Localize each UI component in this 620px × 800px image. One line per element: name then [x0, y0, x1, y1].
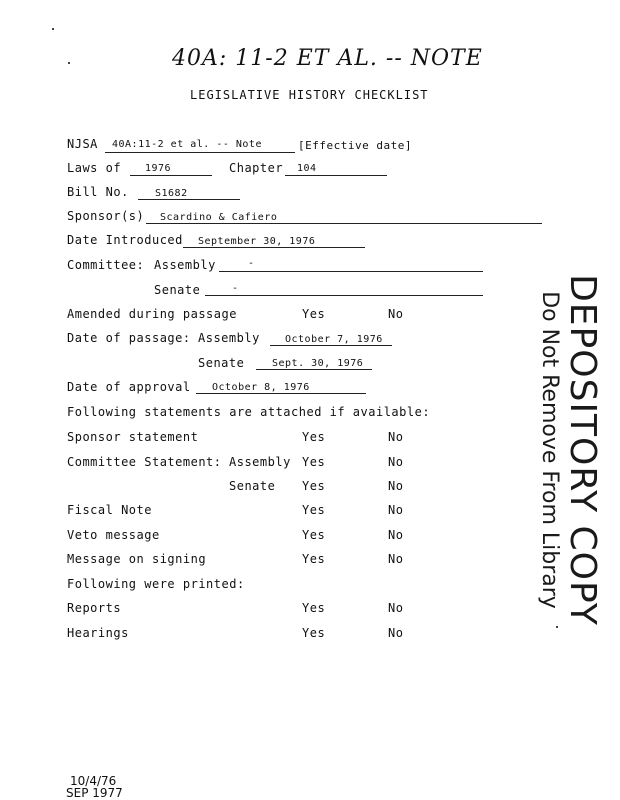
passage-assembly-underline [270, 345, 392, 346]
statement-label-committee: Committee Statement: [67, 455, 222, 469]
committee-label: Committee: [67, 258, 145, 272]
committee-assembly-label: Assembly [154, 258, 216, 272]
chapter-underline [285, 175, 387, 176]
laws-of-label: Laws of [67, 161, 122, 175]
laws-of-underline [130, 175, 212, 176]
statement-yes-committee-assembly: Yes [302, 455, 326, 469]
scan-speck [52, 28, 54, 30]
chapter-value: 104 [297, 163, 317, 174]
statement-sub-assembly: Assembly [229, 455, 291, 469]
statement-label-sponsor: Sponsor statement [67, 430, 199, 444]
page-title: LEGISLATIVE HISTORY CHECKLIST [190, 88, 429, 102]
statement-yes-fiscal: Yes [302, 503, 326, 517]
date-of-passage-label: Date of passage: [67, 331, 191, 345]
scan-speck [556, 626, 558, 628]
footer-received: SEP 1977 [66, 786, 123, 800]
njsa-value: 40A:11-2 et al. -- Note [112, 139, 262, 150]
date-of-approval-underline [196, 393, 366, 394]
date-of-approval-label: Date of approval [67, 380, 191, 394]
handwritten-title: 40A: 11-2 ET AL. -- NOTE [172, 46, 483, 71]
passage-assembly-value: October 7, 1976 [285, 334, 383, 345]
depository-stamp [524, 274, 614, 626]
printed-yes-hearings: Yes [302, 626, 326, 640]
committee-senate-value: - [232, 283, 239, 294]
sponsors-underline [146, 223, 542, 224]
statement-yes-committee-senate: Yes [302, 479, 326, 493]
scan-speck [68, 62, 70, 64]
bill-no-underline [138, 199, 240, 200]
passage-assembly-label: Assembly [198, 331, 260, 345]
committee-senate-underline [205, 295, 483, 296]
amended-no: No [388, 307, 404, 321]
date-introduced-underline [183, 247, 365, 248]
statement-yes-veto: Yes [302, 528, 326, 542]
passage-senate-underline [256, 369, 372, 370]
amended-label: Amended during passage [67, 307, 237, 321]
statement-no-signing: No [388, 552, 404, 566]
statement-no-committee-senate: No [388, 479, 404, 493]
statement-no-veto: No [388, 528, 404, 542]
statement-yes-signing: Yes [302, 552, 326, 566]
statement-label-veto: Veto message [67, 528, 160, 542]
statement-no-fiscal: No [388, 503, 404, 517]
amended-yes: Yes [302, 307, 326, 321]
footer-date: 10/4/76 [70, 774, 117, 788]
statement-no-committee-assembly: No [388, 455, 404, 469]
stamp-line-2: Do Not Remove From Library [537, 291, 562, 609]
printed-yes-reports: Yes [302, 601, 326, 615]
printed-label-hearings: Hearings [67, 626, 129, 640]
following-attached: Following statements are attached if available: [67, 405, 431, 419]
committee-assembly-value: - [248, 258, 255, 269]
committee-assembly-underline [219, 271, 483, 272]
statement-yes-sponsor: Yes [302, 430, 326, 444]
njsa-suffix: [Effective date] [298, 139, 412, 152]
statement-no-sponsor: No [388, 430, 404, 444]
chapter-label: Chapter [229, 161, 284, 175]
statement-label-fiscal: Fiscal Note [67, 503, 152, 517]
printed-heading: Following were printed: [67, 577, 245, 591]
laws-of-value: 1976 [145, 163, 172, 174]
date-introduced-value: September 30, 1976 [198, 236, 316, 247]
bill-no-label: Bill No. [67, 185, 129, 199]
sponsors-value: Scardino & Cafiero [160, 212, 278, 223]
passage-senate-label: Senate [198, 356, 245, 370]
date-of-approval-value: October 8, 1976 [212, 382, 310, 393]
njsa-label: NJSA [67, 137, 98, 151]
printed-no-hearings: No [388, 626, 404, 640]
statement-label-signing: Message on signing [67, 552, 207, 566]
njsa-underline [105, 152, 295, 153]
passage-senate-value: Sept. 30, 1976 [272, 358, 364, 369]
committee-senate-label: Senate [154, 283, 201, 297]
printed-no-reports: No [388, 601, 404, 615]
bill-no-value: S1682 [155, 188, 188, 199]
stamp-line-1: DEPOSITORY COPY [562, 274, 603, 626]
statement-sub-senate: Senate [229, 479, 276, 493]
date-introduced-label: Date Introduced [67, 233, 183, 247]
printed-label-reports: Reports [67, 601, 122, 615]
sponsors-label: Sponsor(s) [67, 209, 145, 223]
